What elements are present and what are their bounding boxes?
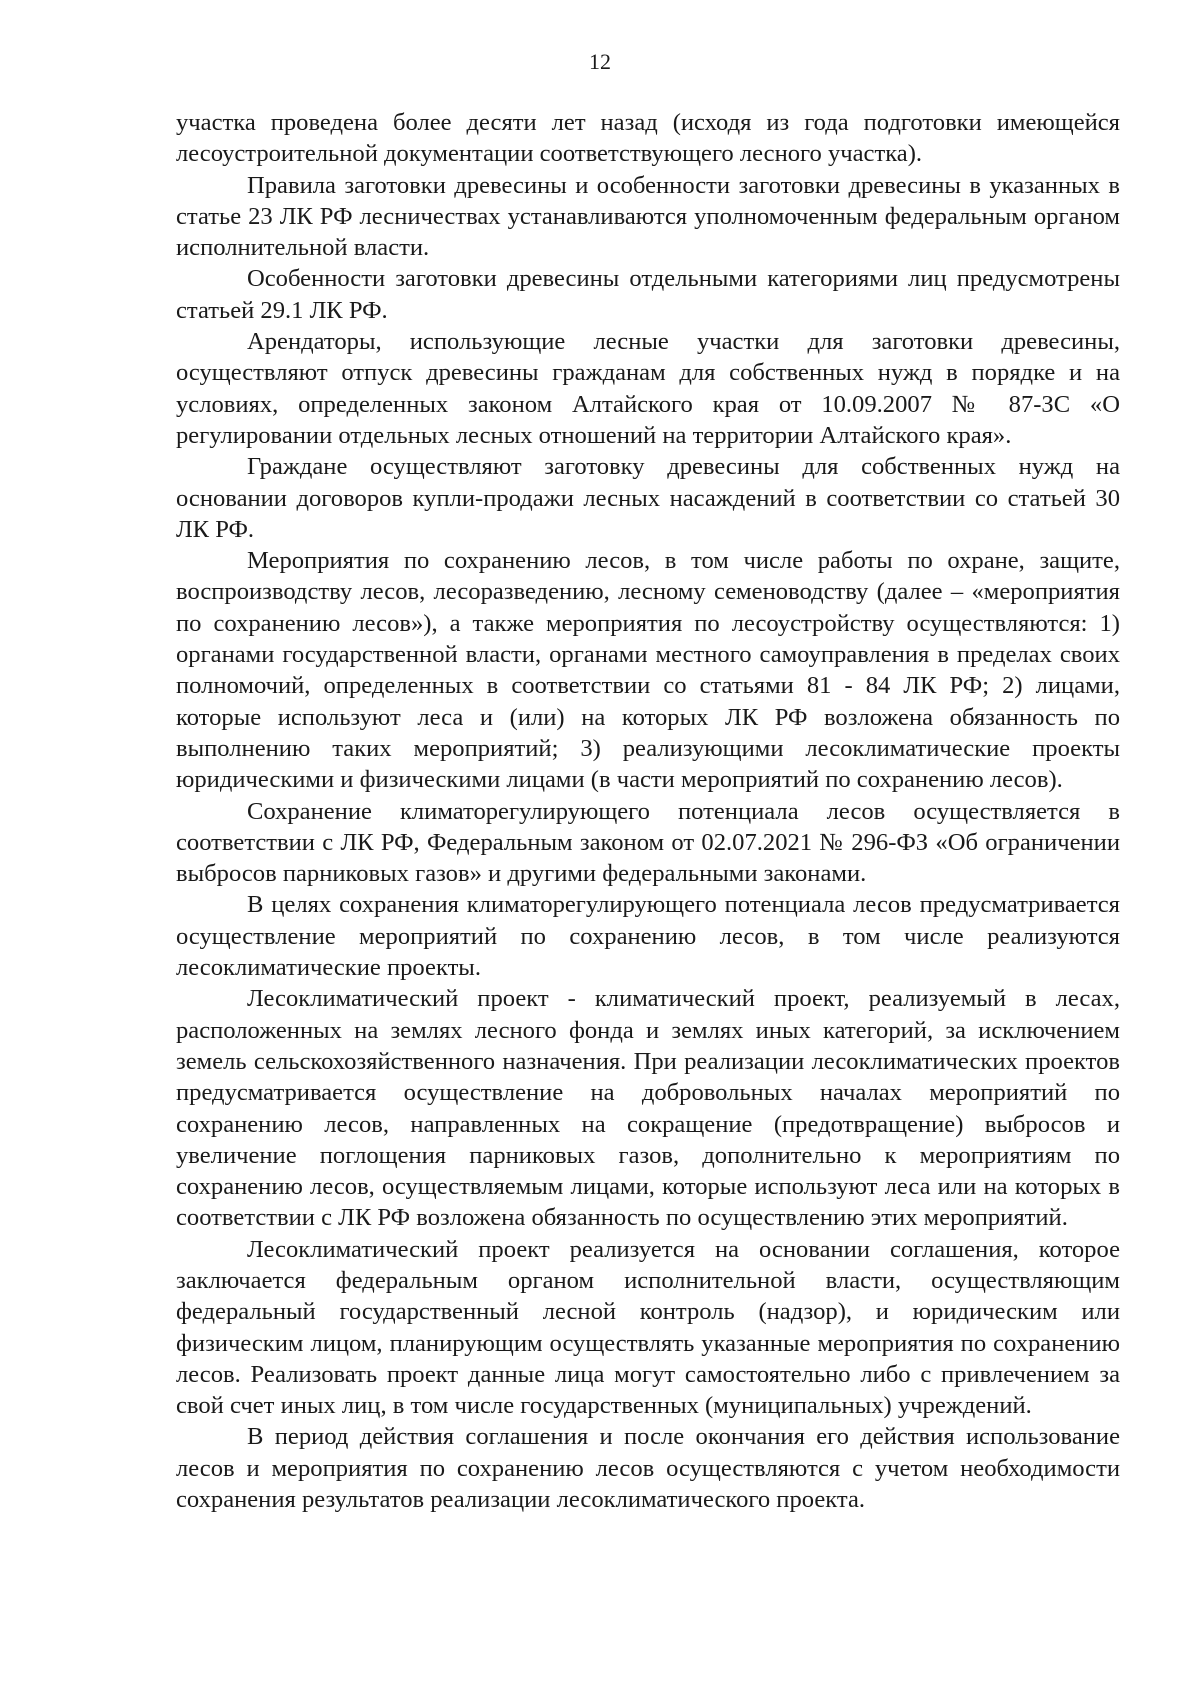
paragraph-agreement-period: В период действия соглашения и после окончания его действия использование лесов и мероприятия по сохранению лесов осуществляются с учетом необходимости сохранения результатов реализации лесоклиматического проекта. bbox=[176, 1423, 1120, 1514]
paragraph-timber-harvesting-rules: Правила заготовки древесины и особенности заготовки древесины в указанных в статье 23 ЛК РФ лесничествах устанавливаются уполномоченным федеральным органом исполнительной власти. bbox=[176, 171, 1120, 262]
paragraph-leaseholders: Арендаторы, использующие лесные участки для заготовки древесины, осуществляют отпуск древесины гражданам для собственных нужд в порядке и на условиях, определенных законом Алтайского края от 10.09.2007 № 87-ЗС «О регулировании отдельных лесных отношений на территории Алтайского края». bbox=[176, 328, 1120, 449]
page-number: 12 bbox=[589, 49, 611, 74]
document-body bbox=[176, 107, 1120, 1515]
paragraph-forest-climate-project-definition: Лесоклиматический проект - климатический проект, реализуемый в лесах, расположенных на землях лесного фонда и землях иных категорий, за исключением земель сельскохозяйственного назначения. При реализации лесоклиматических проектов предусматривается осуществление на добровольных началах мероприятий по сохранению лесов, направленных на сокращение (предотвращение) выбросов и увеличение поглощения парниковых газов, дополнительно к мероприятиям по сохранению лесов, осуществляемым лицами, которые используют леса или на которых в соответствии с ЛК РФ возложена обязанность по осуществлению этих мероприятий. bbox=[176, 985, 1120, 1232]
paragraph-climate-goals: В целях сохранения климаторегулирующего потенциала лесов предусматривается осуществление мероприятий по сохранению лесов, в том числе реализуются лесоклиматические проекты. bbox=[176, 891, 1120, 982]
paragraph-agreement: Лесоклиматический проект реализуется на основании соглашения, которое заключается федеральным органом исполнительной власти, осуществляющим федеральный государственный лесной контроль (надзор), и юридическим или физическим лицом, планирующим осуществлять указанные мероприятия по сохранению лесов. Реализовать проект данные лица могут самостоятельно либо с привлечением за свой счет иных лиц, в том числе государственных (муниципальных) учреждений. bbox=[176, 1235, 1120, 1420]
paragraph-continuation: участка проведена более десяти лет назад (исходя из года подготовки имеющейся лесоустроительной документации соответствующего лесного участка). bbox=[176, 109, 1120, 168]
paragraph-harvesting-by-categories: Особенности заготовки древесины отдельными категориями лиц предусмотрены статьей 29.1 ЛК РФ. bbox=[176, 265, 1120, 324]
paragraph-citizens-harvesting: Граждане осуществляют заготовку древесины для собственных нужд на основании договоров купли-продажи лесных насаждений в соответствии со статьей 30 ЛК РФ. bbox=[176, 453, 1120, 543]
paragraph-forest-conservation-measures: Мероприятия по сохранению лесов, в том числе работы по охране, защите, воспроизводству лесов, лесоразведению, лесному семеноводству (далее – «мероприятия по сохранению лесов»), а также мероприятия по лесоустройству осуществляются: 1) органами государственной власти, органами местного самоуправления в пределах своих полномочий, определенных в соответствии со статьями 81 - 84 ЛК РФ; 2) лицами, которые используют леса и (или) на которых ЛК РФ возложена обязанность по выполнению таких мероприятий; 3) реализующими лесоклиматические проекты юридическими и физическими лицами (в части мероприятий по сохранению лесов). bbox=[176, 547, 1120, 794]
paragraph-climate-potential: Сохранение климаторегулирующего потенциала лесов осуществляется в соответствии с ЛК РФ, Федеральным законом от 02.07.2021 № 296-ФЗ «Об ограничении выбросов парниковых газов» и другими федеральными законами. bbox=[176, 797, 1120, 888]
